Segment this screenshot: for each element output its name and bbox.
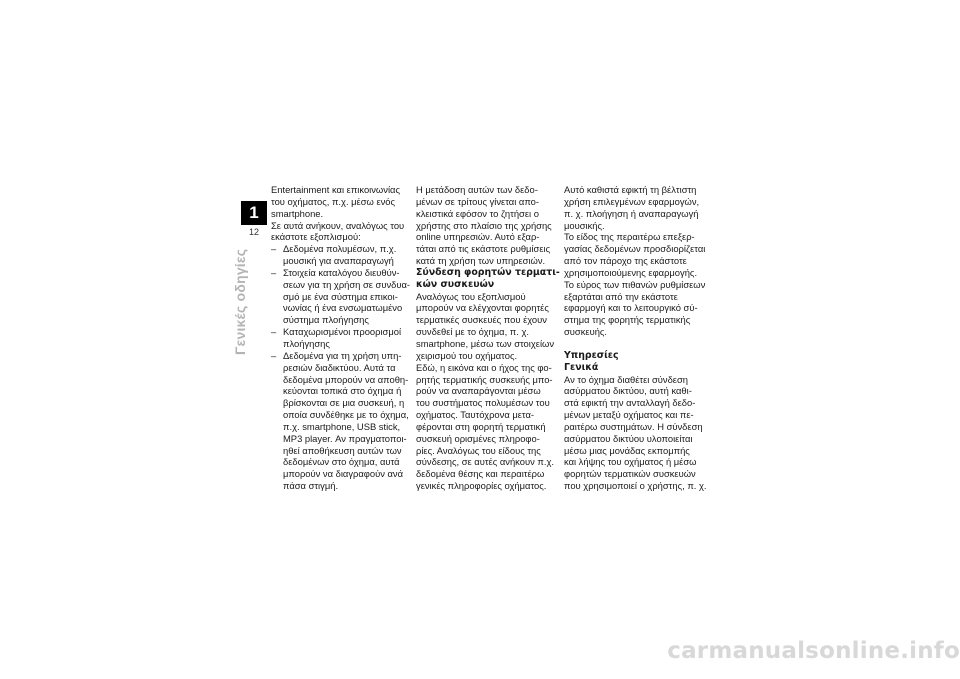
text-line: μένων σε τρίτους γίνεται απο- [416, 195, 540, 207]
text-line: μέσω μιας μονάδας εκπομπής [564, 444, 690, 456]
text-line: γασίας δεδομένων προσδιορίζεται [564, 243, 706, 255]
text-line: ρούν να αναπαράγονται μέσω [416, 385, 541, 397]
text-line: Στοιχεία καταλόγου διευθύν- [283, 266, 400, 278]
text-line: συσκευή ορισμένες πληροφο- [416, 432, 540, 444]
section-side-title: Γενικές οδηγίες [232, 248, 248, 355]
text-line: ραιτέρω συστημάτων. Η σύνδεση [564, 420, 703, 432]
text-line: Αυτό καθιστά εφικτή τη βέλτιστη [564, 184, 697, 195]
text-line: σύστημα πλοήγησης [283, 314, 369, 326]
text-line: Το είδος της περαιτέρω επεξερ- [564, 231, 695, 243]
text-line: smartphone. [271, 207, 324, 219]
text-column-1 [271, 184, 421, 492]
text-line: νωνίας ή ένα ενσωματωμένο [283, 302, 403, 314]
text-line: ασύρματου δικτύου, αυτή καθι- [564, 385, 692, 397]
text-line: Δεδομένα για τη χρήση υπη- [283, 349, 402, 361]
text-line: πάσα στιγμή. [283, 480, 339, 492]
text-line: χρήση επιλεγμένων εφαρμογών, [564, 195, 700, 207]
text-line: μπορούν να διαγραφούν ανά [283, 468, 404, 480]
text-line: π. χ. πλοήγηση ή αναπαραγωγή [564, 207, 699, 219]
text-column-2 [416, 184, 566, 492]
text-line: στημα της φορητής τερματικής [564, 314, 691, 326]
text-line: μένων μεταξύ οχήματος και πε- [564, 409, 694, 421]
text-line: μπορούν να ελέγχονται φορητές [416, 302, 549, 314]
section-heading: Υπηρεσίες [564, 349, 619, 361]
paragraph [564, 184, 714, 338]
text-line: οχήματος. Ταυτόχρονα μετα- [416, 409, 535, 421]
text-line: κλειστικά εφόσον το ζητήσει ο [416, 207, 539, 219]
text-line: Καταχωρισμένοι προορισμοί [283, 326, 402, 338]
heading-line: κών συσκευών [416, 278, 495, 290]
text-line: συνδεθεί με το όχημα, π. χ. [416, 326, 529, 338]
text-line: ασύρματου δικτύου υλοποιείται [564, 432, 693, 444]
chapter-number-badge: 1 [241, 201, 267, 225]
text-line: του συστήματος πολυμέσων του [416, 397, 550, 409]
bullet-dash: – [271, 326, 277, 338]
watermark: carmanualsonline.info [667, 638, 960, 664]
text-line: Αναλόγως του εξοπλισμού [416, 290, 526, 302]
text-line: φέρονται στη φορητή τερματική [416, 420, 546, 432]
bullet-dash: – [271, 243, 277, 255]
text-line: online υπηρεσιών. Αυτό εξαρ- [416, 231, 540, 243]
bullet-dash: – [271, 266, 277, 278]
text-line: εξαρτάται από την εκάστοτε [564, 290, 678, 302]
text-line: χρήστης στο πλαίσιο της χρήσης [416, 219, 552, 231]
bullet-dash: – [271, 349, 277, 361]
text-line: τερματικές συσκευές που έχουν [416, 314, 547, 326]
text-line: δεδομένα μπορούν να αποθη- [283, 373, 409, 385]
text-line: κεύονται τοπικά στο όχημα ή [283, 385, 402, 397]
text-line: ρεσιών διαδικτύου. Αυτά τα [283, 361, 396, 373]
text-line: π.χ. smartphone, USB stick, [283, 420, 401, 432]
text-line: Εδώ, η εικόνα και ο ήχος της φο- [416, 361, 552, 373]
list-item [271, 243, 421, 267]
text-line: μουσικής. [564, 219, 605, 231]
text-line: χρησιμοποιούμενης εφαρμογής. [564, 266, 698, 278]
text-line: μουσική για αναπαραγωγή [283, 255, 394, 267]
list-item [271, 350, 421, 492]
text-line: ηθεί αποθήκευση αυτών των [283, 444, 402, 456]
text-line: και λήψης του οχήματος ή μέσω [564, 456, 697, 468]
text-line: σεων για τη χρήση σε συνδυα- [283, 278, 411, 290]
text-line: ρητής τερματικής συσκευής μπο- [416, 373, 553, 385]
text-line: Αν το όχημα διαθέτει σύνδεση [564, 373, 688, 385]
text-line: οποία συνδέθηκε με το όχημα, [283, 409, 409, 421]
text-line: βρίσκονται σε μια συσκευή, η [283, 397, 405, 409]
text-line: δεδομένα θέσης και περαιτέρω [416, 468, 545, 480]
text-line: σύνδεσης, σε αυτές ανήκουν π.χ. [416, 456, 554, 468]
text-line: από τον πάροχο της εκάστοτε [564, 255, 687, 267]
text-line: φορητών τερματικών συσκευών [564, 468, 696, 480]
text-line: σμό με ένα σύστημα επικοι- [283, 290, 398, 302]
text-line: χειρισμού του οχήματος. [416, 349, 518, 361]
section-heading [416, 267, 566, 291]
heading-line: Σύνδεση φορητών τερματι- [416, 266, 560, 278]
intro-paragraph [271, 184, 421, 243]
text-line: MP3 player. Αν πραγματοποι- [283, 432, 407, 444]
text-line: ρίες. Αναλόγως του είδους της [416, 444, 541, 456]
text-line: πλοήγησης [283, 337, 330, 349]
text-line: που χρησιμοποιεί ο χρήστης, π. χ. [564, 480, 707, 492]
list-item [271, 326, 421, 350]
paragraph [416, 184, 566, 267]
text-line: Η μετάδοση αυτών των δεδο- [416, 184, 538, 195]
text-line: smartphone, μέσω των στοιχείων [416, 337, 555, 349]
list-item [271, 267, 421, 326]
text-line: Το εύρος των πιθανών ρυθμίσεων [564, 278, 706, 290]
page-number: 12 [248, 227, 259, 237]
text-line: Σε αυτά ανήκουν, αναλόγως του [271, 219, 405, 231]
text-line: Δεδομένα πολυμέσων, π.χ. [283, 243, 397, 255]
text-line: εφαρμογή και το λειτουργικό σύ- [564, 302, 698, 314]
text-line: εκάστοτε εξοπλισμού: [271, 231, 361, 243]
text-line: γενικές πληροφορίες οχήματος. [416, 480, 547, 492]
paragraph [564, 374, 714, 492]
text-column-3 [564, 184, 714, 492]
subsection-heading: Γενικά [564, 361, 599, 373]
text-line: κατά τη χρήση των υπηρεσιών. [416, 255, 546, 267]
spacer [564, 338, 714, 350]
text-line: Entertainment και επικοινωνίας [271, 184, 400, 195]
text-line: του οχήματος, π.χ. μέσω ενός [271, 195, 396, 207]
paragraph [416, 291, 566, 492]
text-line: δεδομένων στο όχημα, αυτά [283, 456, 400, 468]
text-line: τάται από τις εκάστοτε ρυθμίσεις [416, 243, 551, 255]
text-line: στά εφικτή την ανταλλαγή δεδο- [564, 397, 696, 409]
text-line: συσκευής. [564, 326, 608, 338]
